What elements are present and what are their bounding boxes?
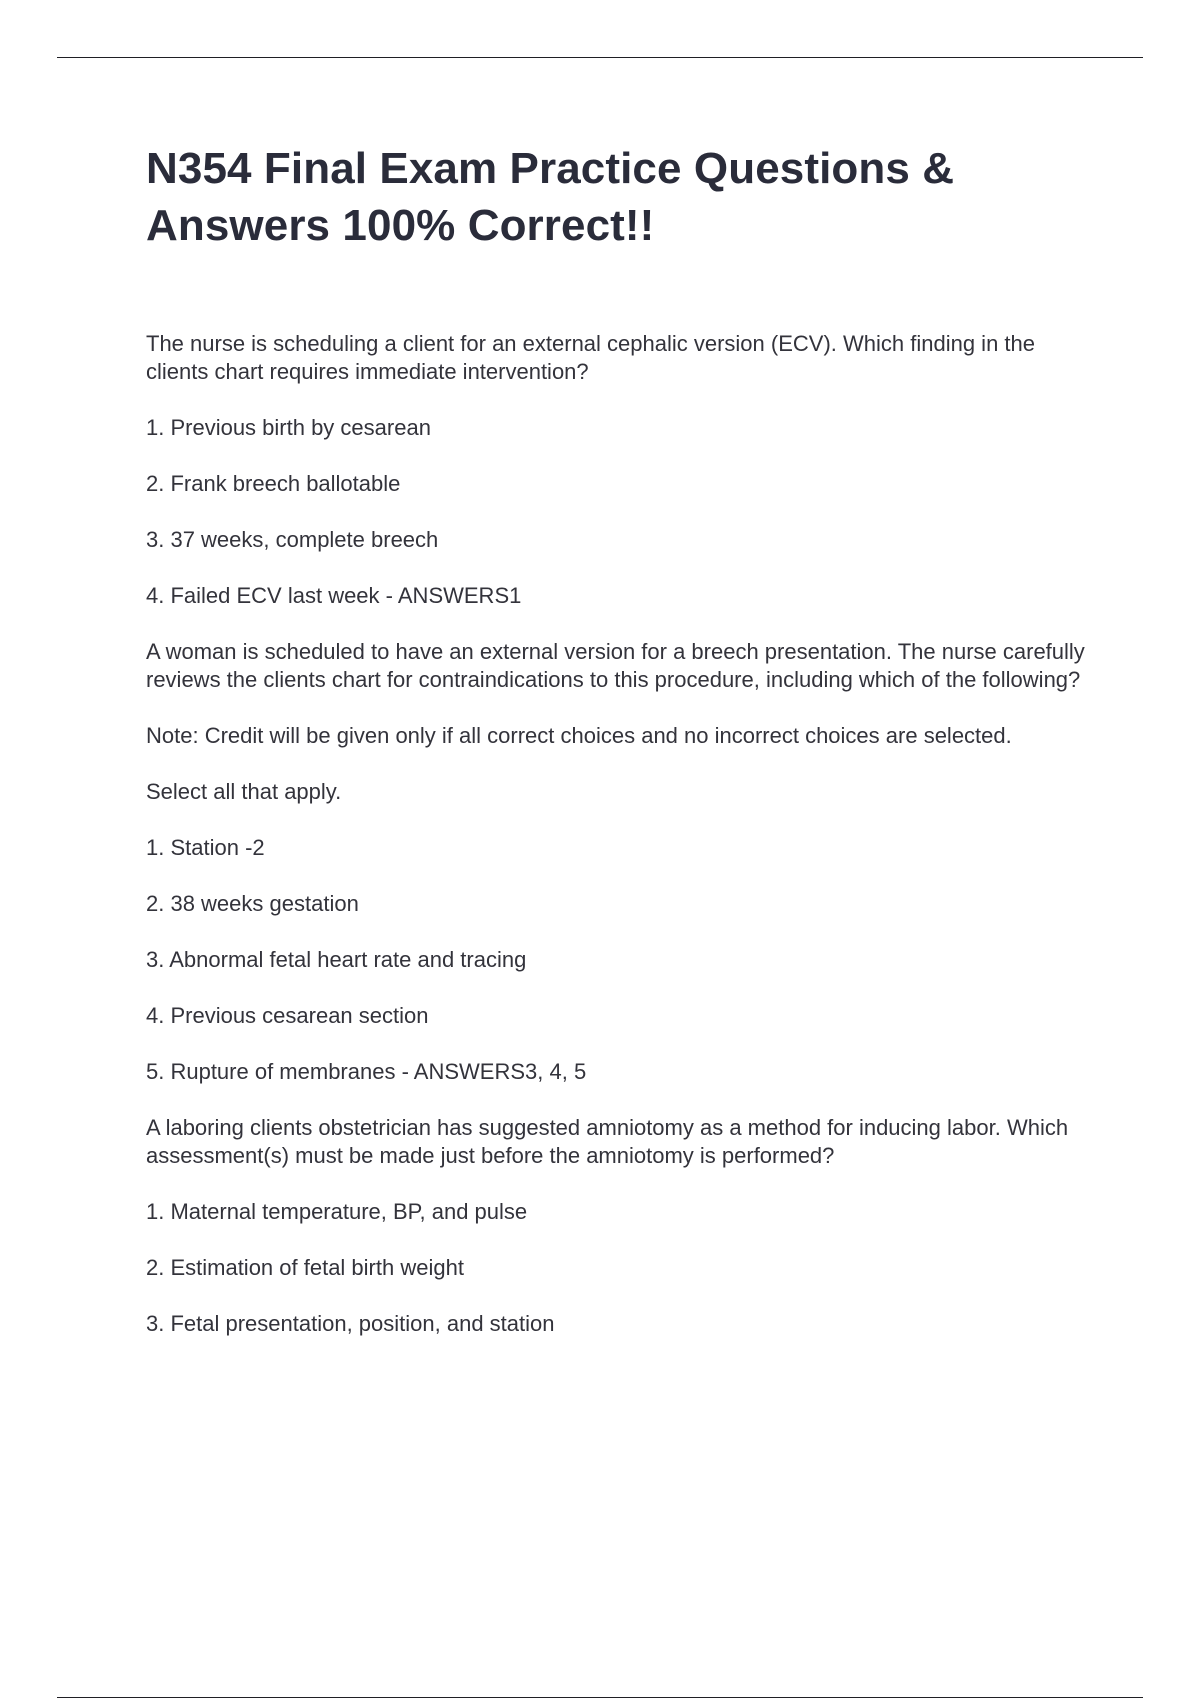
question-3-stem: A laboring clients obstetrician has suggested amniotomy as a method for inducing labor. Which assessment(s) must be made just before the amniotomy is performed? bbox=[146, 1115, 1069, 1168]
question-2-instruction: Select all that apply. bbox=[146, 779, 342, 804]
question-2-option-1: 1. Station -2 bbox=[146, 835, 265, 860]
title-line-1: N354 Final Exam Practice Questions & bbox=[146, 144, 955, 193]
question-1-option-1: 1. Previous birth by cesarean bbox=[146, 415, 431, 440]
question-3-option-3: 3. Fetal presentation, position, and station bbox=[146, 1311, 555, 1336]
question-2-stem: A woman is scheduled to have an external version for a breech presentation. The nurse carefully reviews the clients chart for contraindications to this procedure, including which of the following? bbox=[146, 639, 1085, 692]
question-3-option-1: 1. Maternal temperature, BP, and pulse bbox=[146, 1199, 528, 1224]
title-line-2: Answers 100% Correct!! bbox=[146, 201, 655, 250]
document-body bbox=[146, 330, 1096, 1338]
question-2-option-4: 4. Previous cesarean section bbox=[146, 1003, 429, 1028]
question-1-option-4-answer: 4. Failed ECV last week - ANSWERS1 bbox=[146, 583, 522, 608]
top-divider bbox=[57, 57, 1143, 58]
bottom-divider bbox=[57, 1697, 1143, 1698]
question-1-option-3: 3. 37 weeks, complete breech bbox=[146, 527, 439, 552]
question-3-option-2: 2. Estimation of fetal birth weight bbox=[146, 1255, 464, 1280]
document-page bbox=[146, 140, 1096, 1366]
question-1-option-2: 2. Frank breech ballotable bbox=[146, 471, 401, 496]
question-2-option-2: 2. 38 weeks gestation bbox=[146, 891, 359, 916]
question-2-option-5-answer: 5. Rupture of membranes - ANSWERS3, 4, 5 bbox=[146, 1059, 587, 1084]
question-2-note: Note: Credit will be given only if all correct choices and no incorrect choices are selected. bbox=[146, 723, 1012, 748]
document-title bbox=[146, 140, 1096, 254]
question-1-stem: The nurse is scheduling a client for an external cephalic version (ECV). Which finding in the clients chart requires immediate intervention? bbox=[146, 331, 1036, 384]
question-2-option-3: 3. Abnormal fetal heart rate and tracing bbox=[146, 947, 527, 972]
